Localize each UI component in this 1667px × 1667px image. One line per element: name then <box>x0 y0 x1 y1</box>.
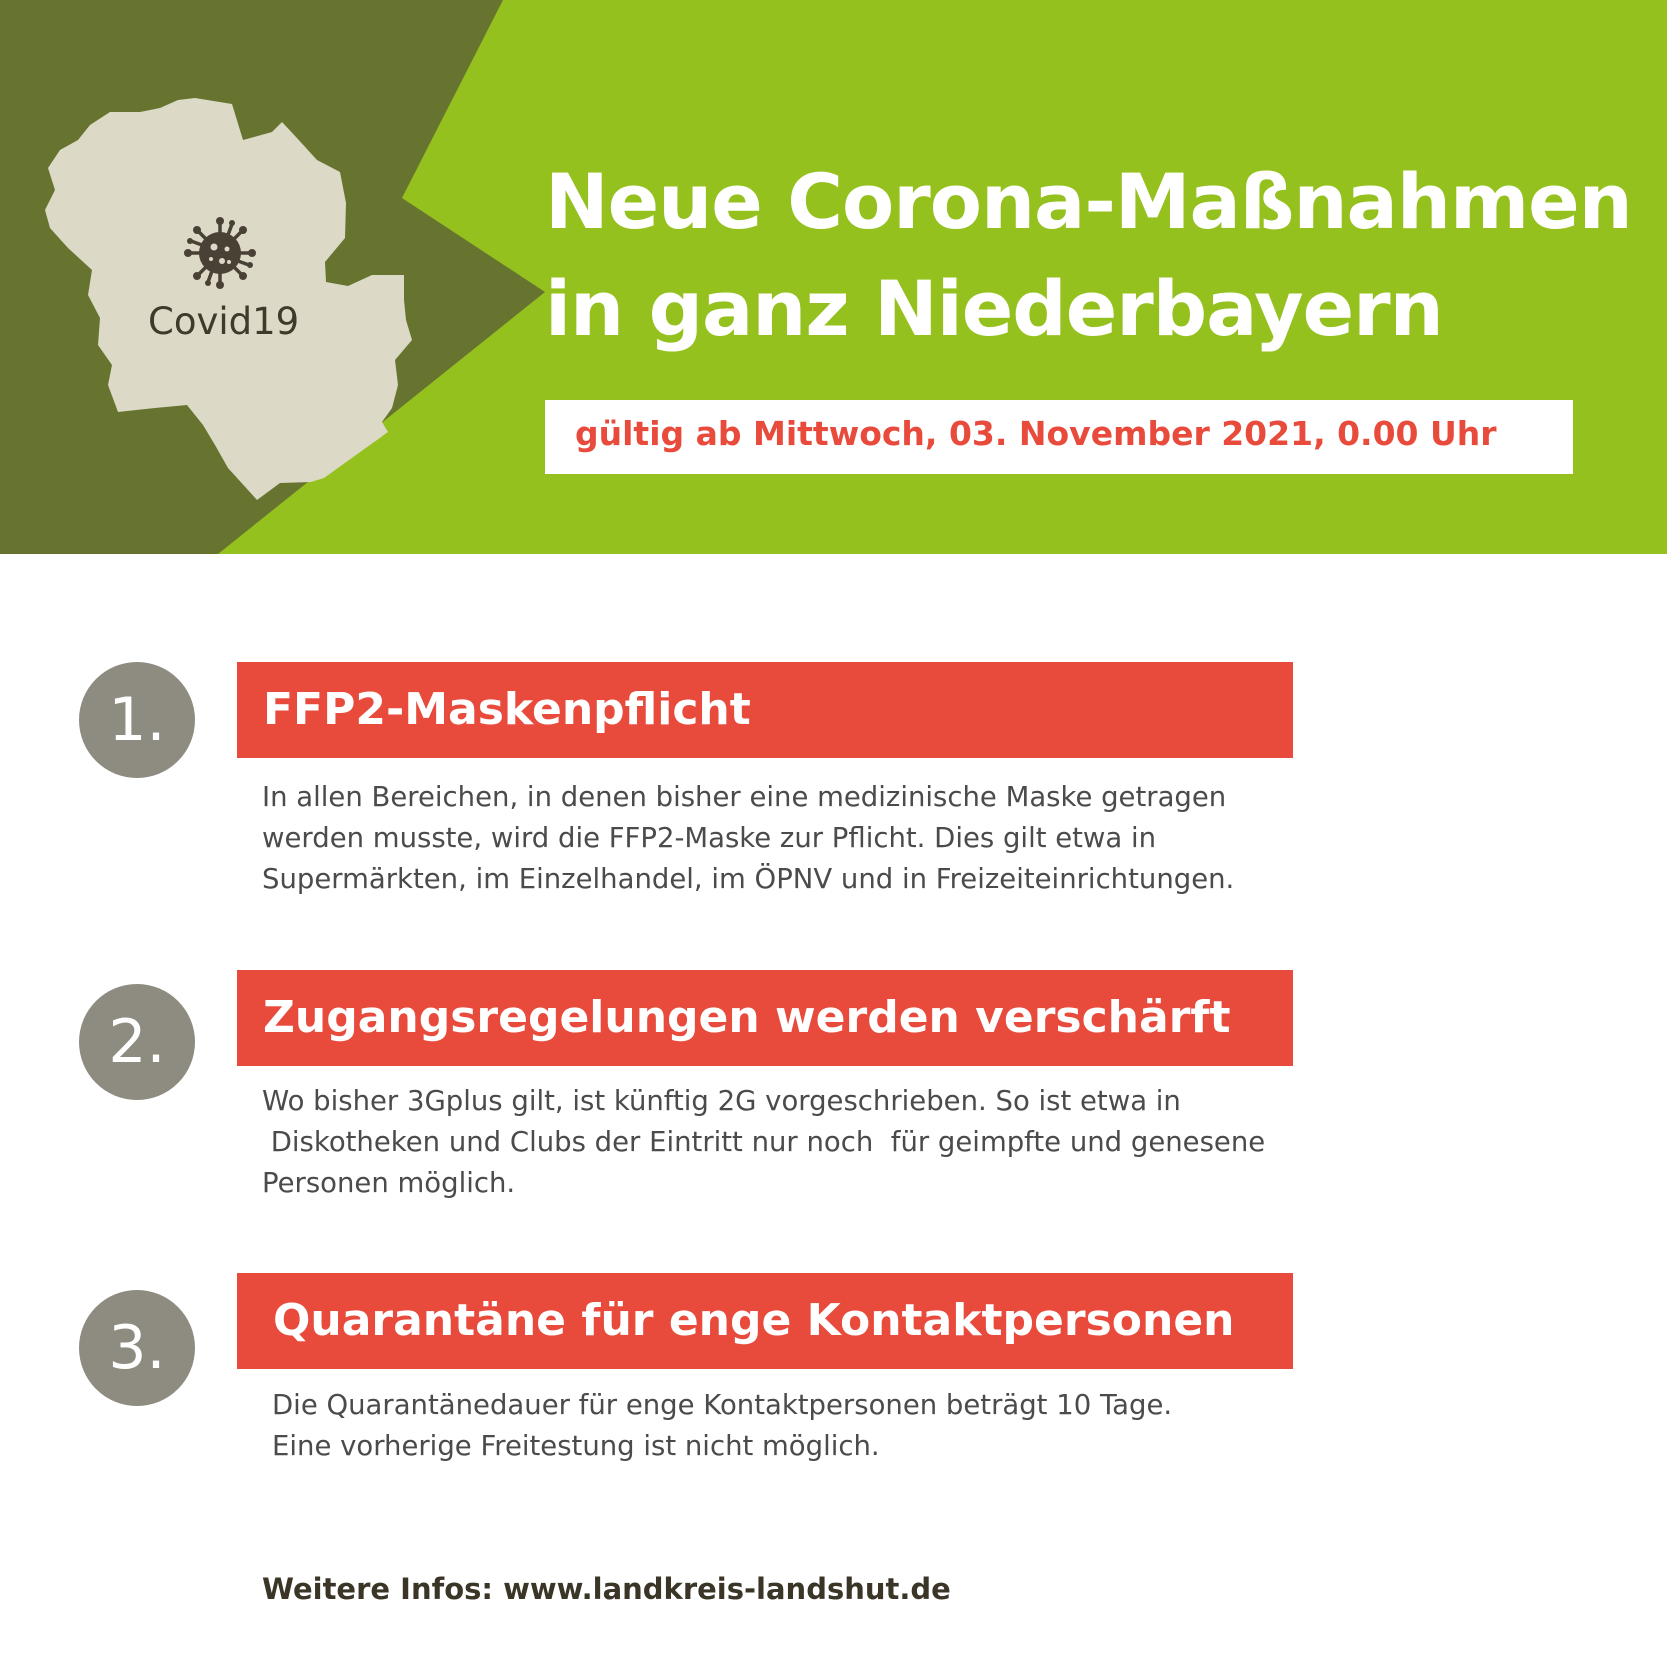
footer-info: Weitere Infos: www.landkreis-landshut.de <box>262 1572 951 1606</box>
section-1-line: Supermärkten, im Einzelhandel, im ÖPNV und in Freizeiteinrichtungen. <box>262 863 1235 895</box>
section-text-1 <box>262 777 1342 900</box>
section-2-line: Wo bisher 3Gplus gilt, ist künftig 2G vorgeschrieben. So ist etwa in <box>262 1085 1181 1117</box>
section-1-line: werden musste, wird die FFP2-Maske zur Pflicht. Dies gilt etwa in <box>262 822 1157 854</box>
section-3-line: Eine vorherige Freitestung ist nicht möglich. <box>272 1430 880 1462</box>
section-heading-3: Quarantäne für enge Kontaktpersonen <box>237 1273 1293 1369</box>
virus-icon <box>180 213 260 293</box>
section-number-1: 1. <box>79 662 195 778</box>
title-line-1: Neue Corona-Maßnahmen <box>545 157 1632 246</box>
section-text-3 <box>272 1385 1352 1467</box>
map-label: Covid19 <box>148 300 300 343</box>
section-text-2 <box>262 1081 1342 1204</box>
section-1-line: In allen Bereichen, in denen bisher eine medizinische Maske getragen <box>262 781 1227 813</box>
header-banner <box>0 0 1667 554</box>
date-banner <box>545 400 1573 474</box>
section-heading-2: Zugangsregelungen werden verschärft <box>237 970 1293 1066</box>
page-title <box>545 148 1655 362</box>
section-heading-1: FFP2-Maskenpflicht <box>237 662 1293 758</box>
section-3-line: Die Quarantänedauer für enge Kontaktpersonen beträgt 10 Tage. <box>272 1389 1173 1421</box>
section-number-2: 2. <box>79 984 195 1100</box>
title-line-2: in ganz Niederbayern <box>545 264 1443 353</box>
section-2-line: Personen möglich. <box>262 1167 516 1199</box>
valid-date-text: gültig ab Mittwoch, 03. November 2021, 0.00 Uhr <box>575 414 1497 453</box>
section-2-line: Diskotheken und Clubs der Eintritt nur noch für geimpfte und genesene <box>262 1126 1266 1158</box>
section-number-3: 3. <box>79 1290 195 1406</box>
